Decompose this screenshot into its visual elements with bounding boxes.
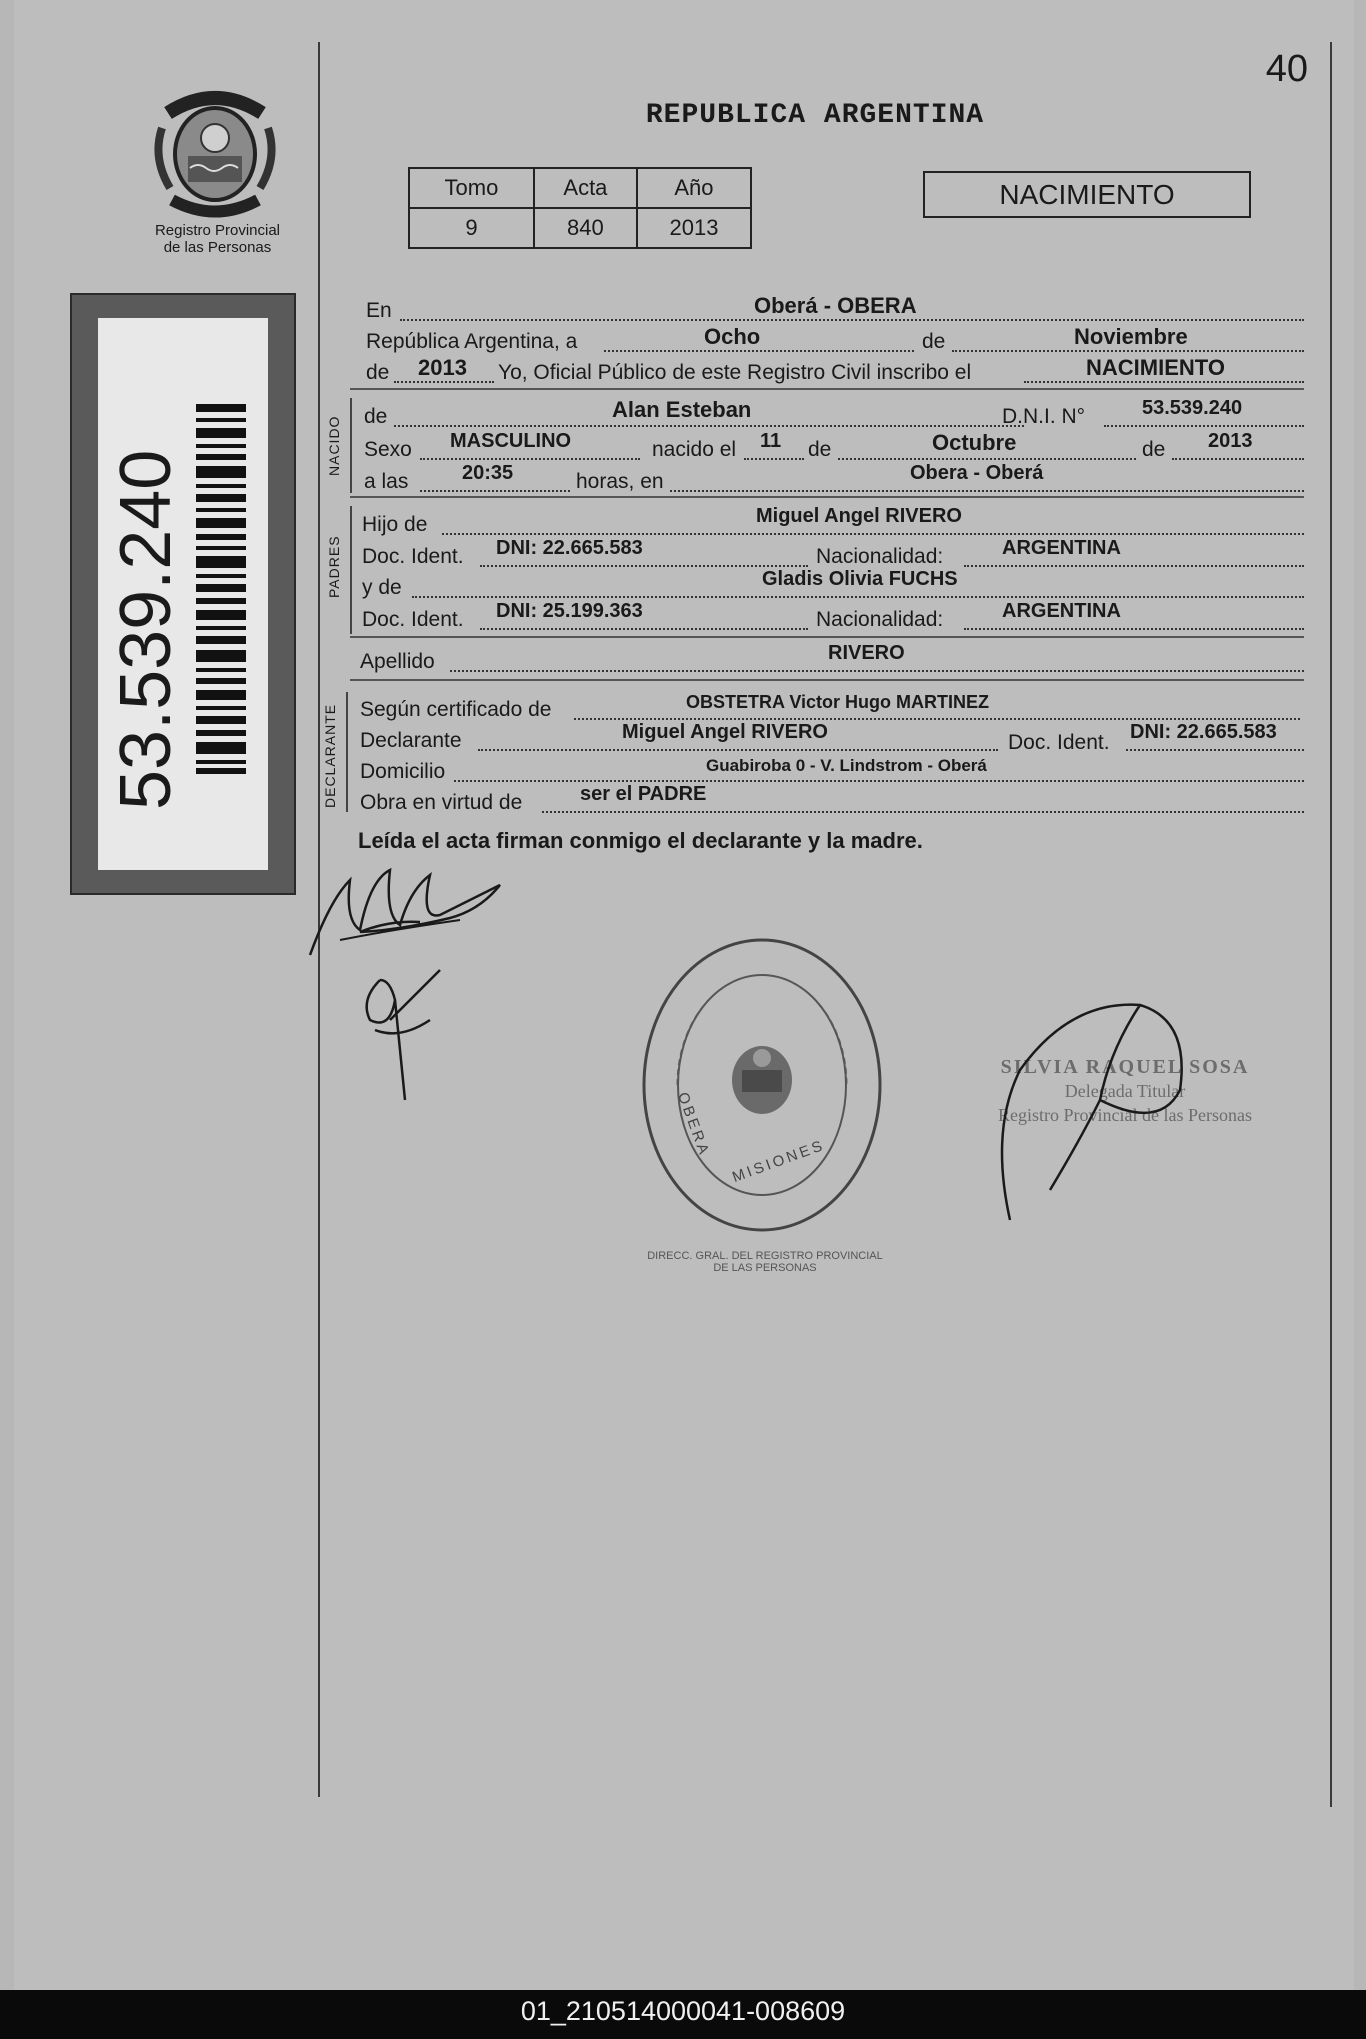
birth-place-value: Obera - Oberá [910, 462, 1044, 484]
de-year-label: de [1142, 438, 1166, 461]
row-mother [364, 568, 1304, 598]
seal-inner-top: OBERA [674, 1090, 714, 1160]
mother-nationality-value: ARGENTINA [1002, 600, 1121, 622]
child-name-value: Alan Esteban [612, 397, 752, 422]
mother-signature [350, 960, 460, 1110]
table-header-ano: Año [637, 168, 751, 208]
row-nacido-name [364, 397, 1304, 427]
row-domicilio [360, 752, 1304, 783]
table-header-tomo: Tomo [409, 168, 534, 208]
registry-seal [632, 930, 892, 1240]
birth-time-value: 20:35 [462, 462, 514, 484]
en-label: En [366, 299, 392, 322]
seal-inner-bottom: MISIONES [730, 1136, 828, 1186]
hijo-de-label: Hijo de [362, 513, 428, 536]
child-dni-value: 53.539.240 [1142, 397, 1243, 419]
certificate-value: OBSTETRA Victor Hugo MARTINEZ [686, 692, 989, 712]
mother-name-value: Gladis Olivia FUCHS [762, 568, 958, 590]
row-inscribo [364, 355, 1304, 385]
act-type-value: NACIMIENTO [1086, 355, 1225, 380]
officer-name: SILVIA RAQUEL SOSA [1000, 1056, 1250, 1078]
birth-month-value: Octubre [932, 430, 1017, 455]
section-separator [350, 679, 1304, 681]
a-las-label: a las [364, 470, 409, 493]
logo-caption [135, 222, 300, 256]
domicilio-label: Domicilio [360, 760, 446, 783]
table-header-acta: Acta [534, 168, 637, 208]
officer-signature [990, 990, 1220, 1230]
section-separator [350, 496, 1304, 498]
inscribo-text: Yo, Oficial Público de este Registro Civil inscribo el [498, 361, 972, 384]
footer-code: 01_210514000041-008609 [520, 1996, 846, 2026]
closing-statement: Leída el acta firman conmigo el declarante y la madre. [358, 828, 923, 853]
father-doc-label: Doc. Ident. [362, 545, 464, 568]
barcode [196, 404, 246, 774]
obra-label: Obra en virtud de [360, 791, 523, 814]
birth-year-value: 2013 [1208, 430, 1253, 452]
de-label: de [922, 330, 946, 353]
sexo-value: MASCULINO [450, 430, 572, 452]
officer-office: Registro Provincial de las Personas [998, 1105, 1252, 1125]
nacido-section-rule [350, 398, 352, 493]
record-type-box: NACIMIENTO [923, 171, 1251, 218]
registry-table-value-row [409, 208, 751, 248]
de2-label: de [366, 361, 390, 384]
logo-caption-line2: de las Personas [163, 239, 272, 256]
father-doc-value: DNI: 22.665.583 [496, 537, 643, 559]
registry-table [408, 167, 752, 249]
section-separator [350, 388, 1304, 390]
logo-caption-line1: Registro Provincial [154, 222, 281, 239]
row-declarante [360, 721, 1304, 754]
section-separator [350, 636, 1304, 638]
nacido-el-label: nacido el [652, 438, 737, 461]
place-value: Oberá - OBERA [754, 293, 917, 318]
segun-label: Según certificado de [360, 698, 552, 721]
row-republica [364, 324, 1304, 354]
padres-section-rule [350, 506, 352, 634]
row-en [364, 293, 1304, 323]
right-margin-rule [1330, 42, 1332, 1807]
de-month-label: de [808, 438, 832, 461]
dni-label: D.N.I. N° [1002, 405, 1086, 428]
declarante-section-label: DECLARANTE [322, 703, 338, 808]
row-obra [360, 783, 1304, 814]
nacido-de-label: de [364, 405, 388, 428]
mother-doc-label: Doc. Ident. [362, 608, 464, 631]
row-hora [364, 462, 1304, 492]
horas-label: horas, en [576, 470, 664, 493]
declarante-label: Declarante [360, 729, 462, 752]
nacido-section-label: NACIDO [326, 415, 342, 476]
declarante-doc-value: DNI: 22.665.583 [1130, 721, 1277, 743]
row-mother-doc [364, 600, 1304, 630]
day-text-value: Ocho [704, 324, 761, 349]
apellido-label: Apellido [360, 650, 435, 673]
birth-day-value: 11 [760, 430, 782, 452]
reason-value: ser el PADRE [580, 783, 707, 805]
ano-value: 2013 [637, 208, 751, 248]
row-father [364, 505, 1304, 535]
seal-outer-text: DIRECC. GRAL. DEL REGISTRO PROVINCIAL DE LAS PERSONAS [647, 1250, 883, 1274]
mother-nationality-label: Nacionalidad: [816, 608, 944, 631]
country-title: REPUBLICA ARGENTINA [645, 100, 985, 131]
padres-section-label: PADRES [326, 535, 342, 598]
acta-value: 840 [534, 208, 637, 248]
apellido-value: RIVERO [828, 642, 905, 664]
father-nationality-label: Nacionalidad: [816, 545, 944, 568]
row-apellido [360, 642, 1304, 673]
registry-table-header-row [409, 168, 751, 208]
province-coat-of-arms [150, 88, 280, 218]
tomo-value: 9 [409, 208, 534, 248]
row-certificado [360, 690, 1304, 721]
sexo-label: Sexo [364, 438, 412, 461]
father-nationality-value: ARGENTINA [1002, 537, 1121, 559]
y-de-label: y de [362, 576, 402, 599]
father-name-value: Miguel Angel RIVERO [756, 505, 962, 527]
page-number: 40 [1265, 48, 1308, 90]
month-text-value: Noviembre [1074, 324, 1188, 349]
declarante-name-value: Miguel Angel RIVERO [622, 721, 828, 743]
republica-label: República Argentina, a [366, 330, 578, 353]
row-sexo [364, 430, 1304, 460]
mother-doc-value: DNI: 25.199.363 [496, 600, 643, 622]
year-value: 2013 [418, 355, 467, 380]
address-value: Guabiroba 0 - V. Lindstrom - Oberá [706, 756, 987, 775]
declarante-doc-label: Doc. Ident. [1008, 731, 1110, 754]
declarant-signature [300, 860, 520, 970]
barcode-number: 53.539.240 [106, 449, 186, 810]
row-father-doc [364, 537, 1304, 567]
officer-title: Delegada Titular [1064, 1081, 1186, 1101]
declarante-section-rule [346, 692, 348, 812]
